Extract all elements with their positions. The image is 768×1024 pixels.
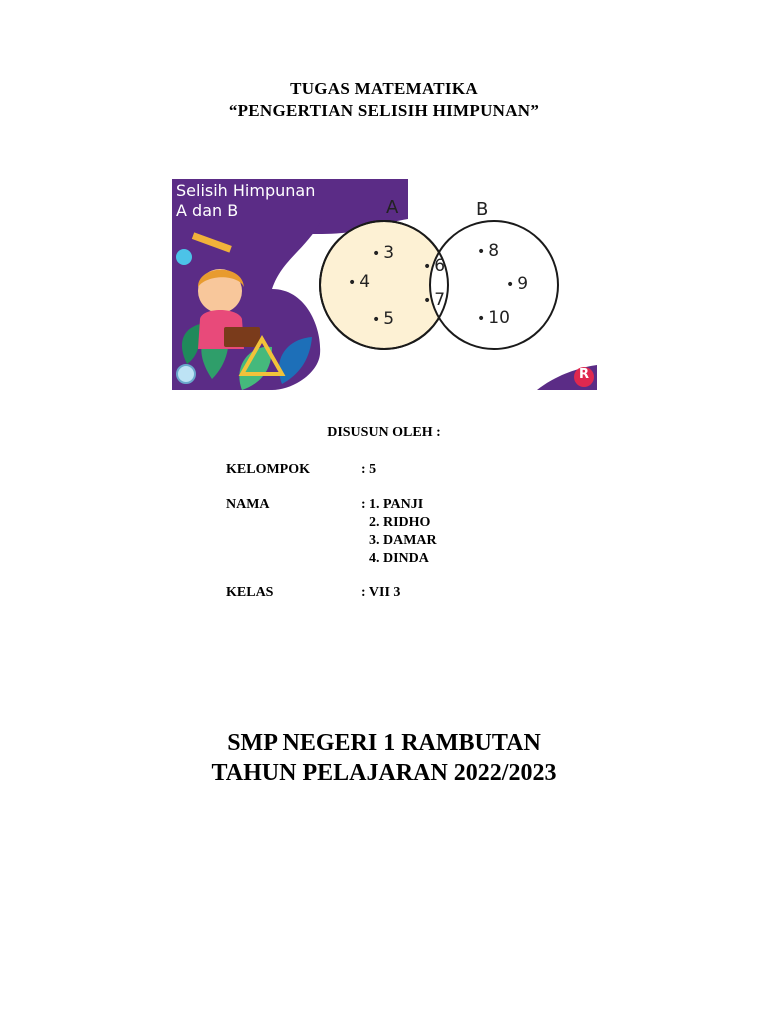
academic-year: TAHUN PELAJARAN 2022/2023	[211, 760, 557, 786]
illustration-title	[176, 181, 315, 221]
list-item: 4. DINDA	[369, 551, 429, 566]
nama-label: NAMA	[226, 497, 270, 512]
title-line-1: TUGAS MATEMATIKA	[290, 79, 478, 98]
flask-shape	[176, 249, 192, 265]
kelompok-label: KELOMPOK	[226, 462, 310, 477]
logo-letter: R	[579, 367, 590, 382]
nama-row	[226, 496, 486, 568]
illustration-title-line-2: A dan B	[176, 201, 239, 220]
flask-shape	[177, 365, 195, 383]
list-item: 1. PANJI	[369, 497, 424, 512]
set-a-label: A	[386, 197, 399, 218]
byline: DISUSUN OLEH :	[327, 425, 441, 440]
set-b-label: B	[476, 199, 489, 220]
title-line-2: “PENGERTIAN SELISIH HIMPUNAN”	[228, 101, 540, 120]
school-info	[0, 728, 768, 788]
kelas-label: KELAS	[226, 585, 274, 600]
set-a-element: • 4	[348, 272, 371, 292]
intersection-element: • 7	[423, 290, 446, 310]
name-list	[369, 496, 437, 568]
set-a-element: • 3	[372, 243, 395, 263]
nama-colon: :	[361, 497, 366, 512]
set-b-element: • 8	[477, 241, 500, 261]
child-book	[224, 327, 260, 347]
set-b-element: • 10	[477, 308, 510, 328]
list-item: 3. DAMAR	[369, 533, 437, 548]
list-item: 2. RIDHO	[369, 515, 431, 530]
kelompok-value: : 5	[361, 462, 377, 477]
school-name: SMP NEGERI 1 RAMBUTAN	[227, 730, 541, 756]
kelas-value: : VII 3	[361, 585, 401, 600]
cover-illustration	[172, 179, 597, 390]
document-title	[0, 78, 768, 122]
set-a-element: • 5	[372, 309, 395, 329]
illustration-title-line-1: Selisih Himpunan	[176, 181, 316, 200]
set-b-element: • 9	[506, 274, 529, 294]
intersection-element: • 6	[423, 256, 446, 276]
